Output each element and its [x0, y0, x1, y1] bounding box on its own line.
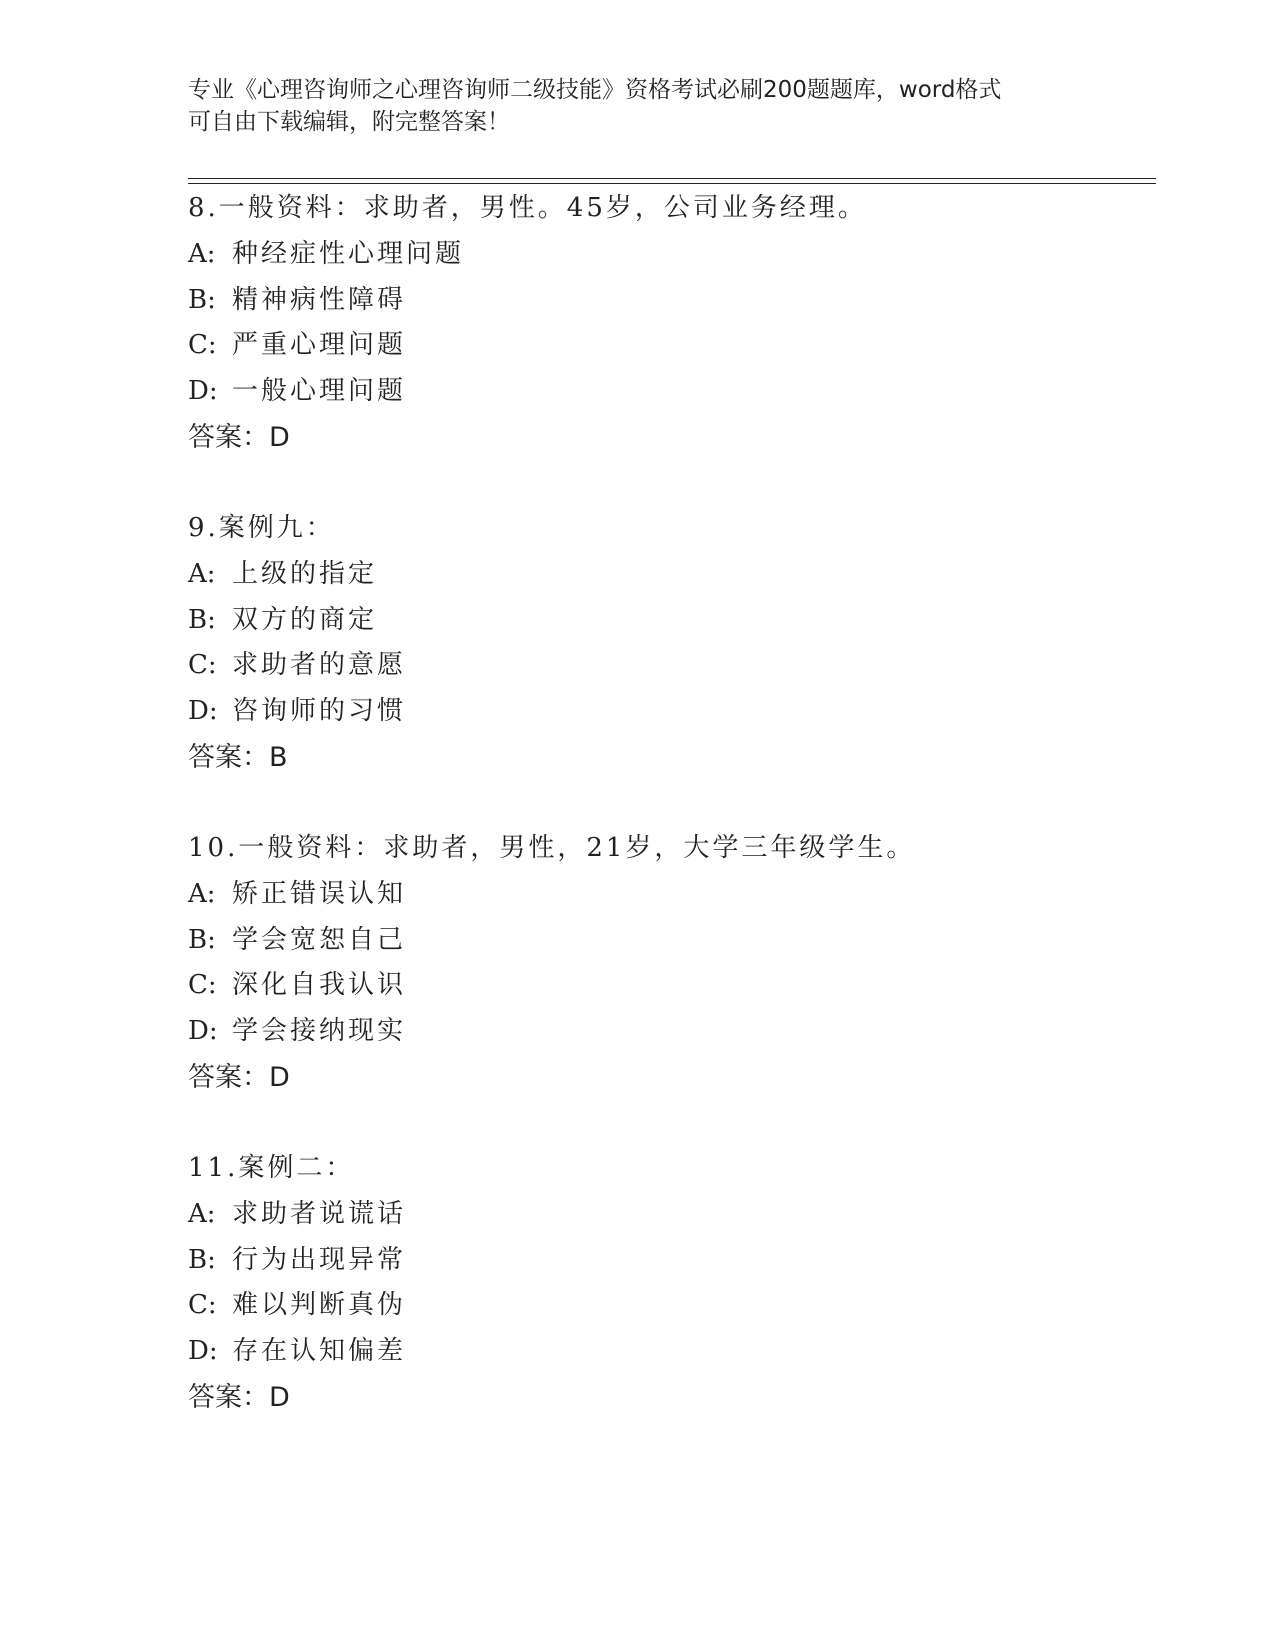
option-text: 难以判断真伪 [232, 1290, 407, 1321]
option-letter: A: [188, 238, 216, 269]
answer-line: 答案：D [188, 1381, 290, 1413]
option-letter: B: [188, 604, 216, 635]
question-stem: 11.案例二： [188, 1153, 355, 1183]
option-letter: B: [188, 284, 216, 315]
option-text: 上级的指定 [232, 558, 378, 589]
question-stem: 9.案例九： [188, 513, 335, 543]
header-line-1: 专业《心理咨询师之心理咨询师二级技能》资格考试必刷200题题库，word格式 [188, 77, 1002, 103]
option-text: 矫正错误认知 [232, 878, 407, 909]
question-stem: 8.一般资料：求助者，男性。45岁，公司业务经理。 [188, 193, 867, 223]
header-divider-top [188, 178, 1156, 179]
option-a [188, 232, 1148, 278]
option-text: 求助者说谎话 [232, 1198, 407, 1229]
option-letter: B: [188, 924, 216, 955]
option-text: 严重心理问题 [232, 330, 407, 361]
option-letter: A: [188, 878, 216, 909]
question-block [188, 826, 1148, 1101]
option-c [188, 1283, 1148, 1329]
option-a [188, 1192, 1148, 1238]
option-letter: D: [188, 1016, 218, 1047]
option-text: 学会接纳现实 [232, 1016, 407, 1047]
document-header [188, 74, 1088, 138]
option-d [188, 369, 1148, 415]
option-letter: C: [188, 970, 217, 1001]
option-a [188, 872, 1148, 918]
option-text: 精神病性障碍 [232, 284, 407, 315]
option-text: 学会宽恕自己 [232, 924, 407, 955]
option-d [188, 689, 1148, 735]
option-d [188, 1329, 1148, 1375]
option-c [188, 963, 1148, 1009]
answer-line: 答案：B [188, 741, 288, 773]
option-text: 行为出现异常 [232, 1244, 407, 1275]
option-letter: A: [188, 558, 216, 589]
question-block [188, 506, 1148, 781]
option-b [188, 918, 1148, 964]
option-text: 一般心理问题 [232, 376, 407, 407]
answer-line: 答案：D [188, 1061, 290, 1093]
option-text: 存在认知偏差 [232, 1336, 407, 1367]
question-block [188, 1146, 1148, 1421]
option-text: 深化自我认识 [232, 970, 407, 1001]
answer-line: 答案：D [188, 421, 290, 453]
option-letter: C: [188, 650, 217, 681]
option-a [188, 552, 1148, 598]
option-c [188, 643, 1148, 689]
option-letter: D: [188, 376, 218, 407]
option-text: 求助者的意愿 [232, 650, 407, 681]
option-letter: D: [188, 1336, 218, 1367]
option-b [188, 1238, 1148, 1284]
option-d [188, 1009, 1148, 1055]
option-b [188, 278, 1148, 324]
option-letter: C: [188, 330, 217, 361]
option-text: 咨询师的习惯 [232, 696, 407, 727]
option-letter: A: [188, 1198, 216, 1229]
option-text: 种经症性心理问题 [232, 238, 465, 269]
option-letter: C: [188, 1290, 217, 1321]
option-text: 双方的商定 [232, 604, 378, 635]
header-divider-bottom [188, 183, 1156, 184]
option-b [188, 598, 1148, 644]
option-c [188, 323, 1148, 369]
question-stem: 10.一般资料：求助者，男性，21岁，大学三年级学生。 [188, 833, 916, 863]
question-block [188, 186, 1148, 461]
option-letter: B: [188, 1244, 216, 1275]
option-letter: D: [188, 696, 218, 727]
header-line-2: 可自由下载编辑，附完整答案！ [188, 109, 510, 135]
